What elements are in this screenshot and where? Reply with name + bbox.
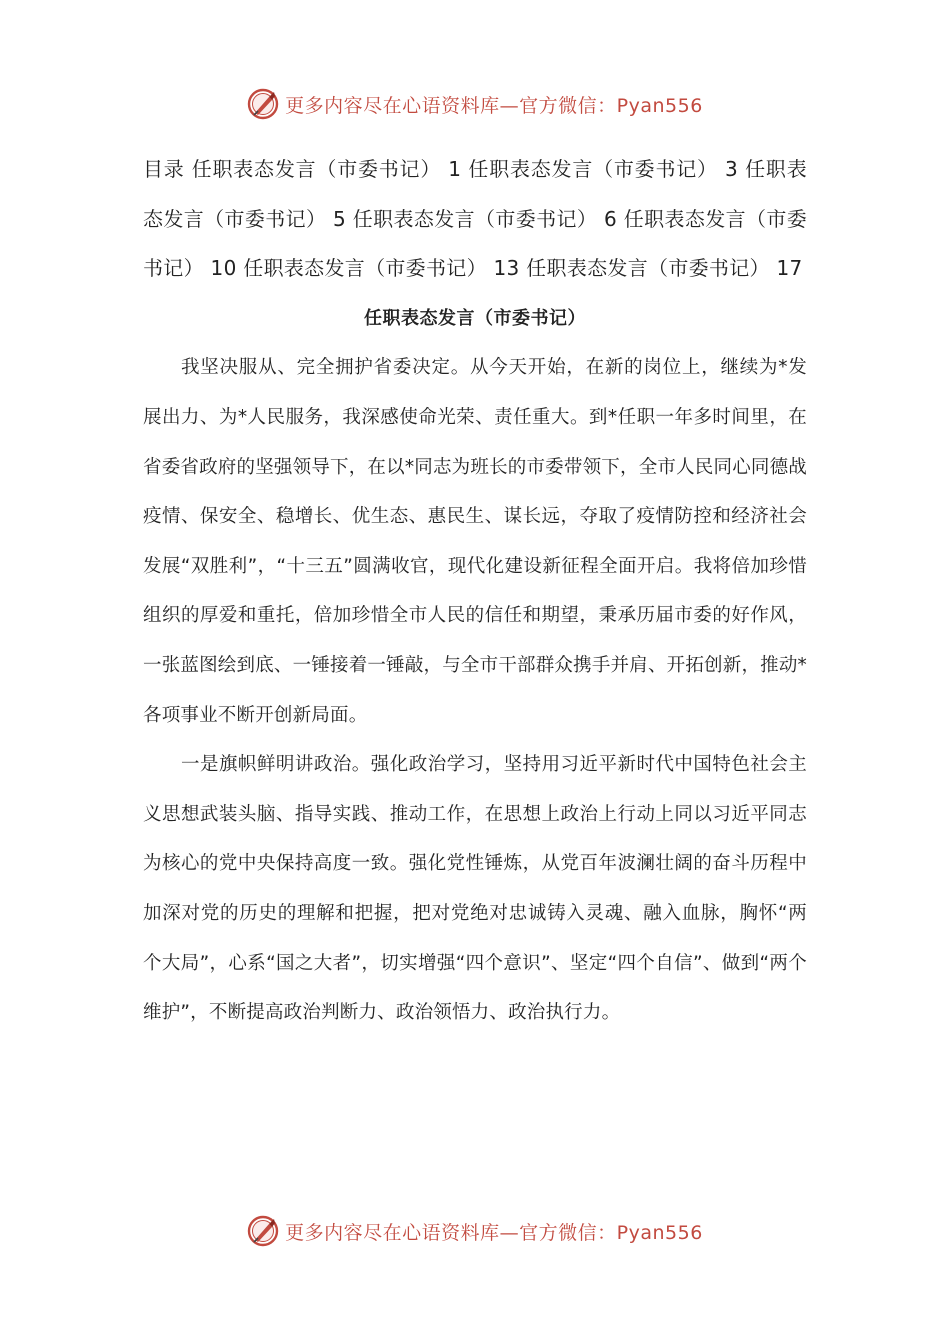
table-of-contents: 目录 任职表态发言（市委书记） 1 任职表态发言（市委书记） 3 任职表态发言（市委书记） 5 任职表态发言（市委书记） 6 任职表态发言（市委书记） 10 任职表态发言（市委书记） 13 任职表态发言（市委书记） 17 xyxy=(143,157,807,281)
paragraph-1: 我坚决服从、完全拥护省委决定。从今天开始，在新的岗位上，继续为*发展出力、为*人民服务，我深感使命光荣、责任重大。到*任职一年多时间里，在省委省政府的坚强领导下，在以*同志为班长的市委带领下，全市人民同心同德战疫情、保安全、稳增长、优生态、惠民生、谋长远，夺取了疫情防控和经济社会发展“双胜利”，“十三五”圆满收官，现代化建设新征程全面开启。我将倍加珍惜组织的厚爱和重托，倍加珍惜全市人民的信任和期望，秉承历届市委的好作风，一张蓝图绘到底、一锤接着一锤敲，与全市干部群众携手并肩、开拓创新，推动*各项事业不断开创新局面。 xyxy=(143,357,807,726)
footer-banner xyxy=(0,1211,950,1251)
paragraph-2: 一是旗帜鲜明讲政治。强化政治学习，坚持用习近平新时代中国特色社会主义思想武装头脑、指导实践、推动工作，在思想上政治上行动上同以习近平同志为核心的党中央保持高度一致。强化党性锤炼，从党百年波澜壮阔的奋斗历程中加深对党的历史的理解和把握，把对党绝对忠诚铸入灵魂、融入血脉，胸怀“两个大局”，心系“国之大者”，切实增强“四个意识”、坚定“四个自信”、做到“两个维护”，不断提高政治判断力、政治领悟力、政治执行力。 xyxy=(143,754,807,1024)
article-title: 任职表态发言（市委书记） xyxy=(364,307,586,329)
banner-contact: 官方微信：Pyan556 xyxy=(519,94,703,117)
banner-slogan: 更多内容尽在心语资料库 xyxy=(285,1221,500,1244)
banner-separator: — xyxy=(499,1221,520,1244)
banner-text xyxy=(285,1218,703,1245)
banner-text xyxy=(285,91,703,118)
banner-separator: — xyxy=(499,94,520,117)
quill-pen-logo xyxy=(247,1215,279,1247)
quill-pen-logo xyxy=(247,88,279,120)
header-banner xyxy=(0,84,950,124)
banner-slogan: 更多内容尽在心语资料库 xyxy=(285,94,500,117)
document-body xyxy=(143,145,807,1038)
banner-contact: 官方微信：Pyan556 xyxy=(519,1221,703,1244)
